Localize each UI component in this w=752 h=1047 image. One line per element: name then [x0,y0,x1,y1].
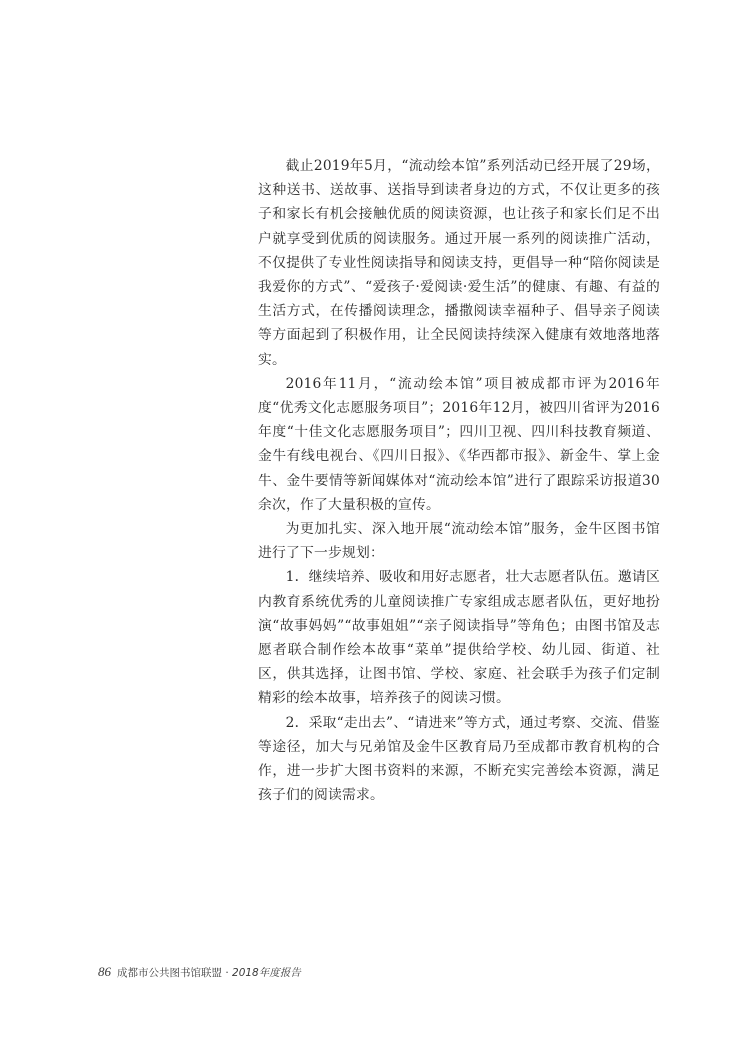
report-year: 2018年度报告 [232,967,301,979]
paragraph-progress: 截止2019年5月，“流动绘本馆”系列活动已经开展了29场，这种送书、送故事、送指导到读者身边的方式，不仅让更多的孩子和家长有机会接触优质的阅读资源，也让孩子和家长们足不出户就享受到优质的阅读服务。通过开展一系列的阅读推广活动，不仅提供了专业性阅读指导和阅读支持，更倡导一种“陪你阅读是我爱你的方式”、“爱孩子·爱阅读·爱生活”的健康、有趣、有益的生活方式，在传播阅读理念，播撒阅读幸福种子、倡导亲子阅读等方面起到了积极作用，让全民阅读持续深入健康有效地落地落实。 [258,158,660,368]
paragraph-awards: 2016年11月，“流动绘本馆”项目被成都市评为2016年度“优秀文化志愿服务项目”；2016年12月，被四川省评为2016年度“十佳文化志愿服务项目”；四川卫视、四川科技教育频道、金牛有线电视台、《四川日报》、《华西都市报》、新金牛、掌上金牛、金牛要情等新闻媒体对“流动绘本馆”进行了跟踪采访报道30余次，作了大量积极的宣传。 [258,375,660,513]
page-number: 86 [98,964,111,979]
paragraph-plan-intro: 为更加扎实、深入地开展“流动绘本馆”服务，金牛区图书馆进行了下一步规划： [258,521,660,562]
publication-name: 成都市公共图书馆联盟 · [117,967,233,979]
paragraph-plan-item-1: 1．继续培养、吸收和用好志愿者，壮大志愿者队伍。邀请区内教育系统优秀的儿童阅读推广专家组成志愿者队伍，更好地扮演“故事妈妈”“故事姐姐”“亲子阅读指导”等角色；由图书馆及志愿者联合制作绘本故事“菜单”提供给学校、幼儿园、街道、社区，供其选择，让图书馆、学校、家庭、社会联手为孩子们定制精彩的绘本故事，培养孩子的阅读习惯。 [258,569,660,707]
paragraph-plan-item-2: 2．采取“走出去”、“请进来”等方式，通过考察、交流、借鉴等途径，加大与兄弟馆及金牛区教育局乃至成都市教育机构的合作，进一步扩大图书资料的来源，不断充实完善绘本资源，满足孩子们的阅读需求。 [258,714,660,804]
page-footer [98,964,301,980]
article-body [258,154,660,807]
